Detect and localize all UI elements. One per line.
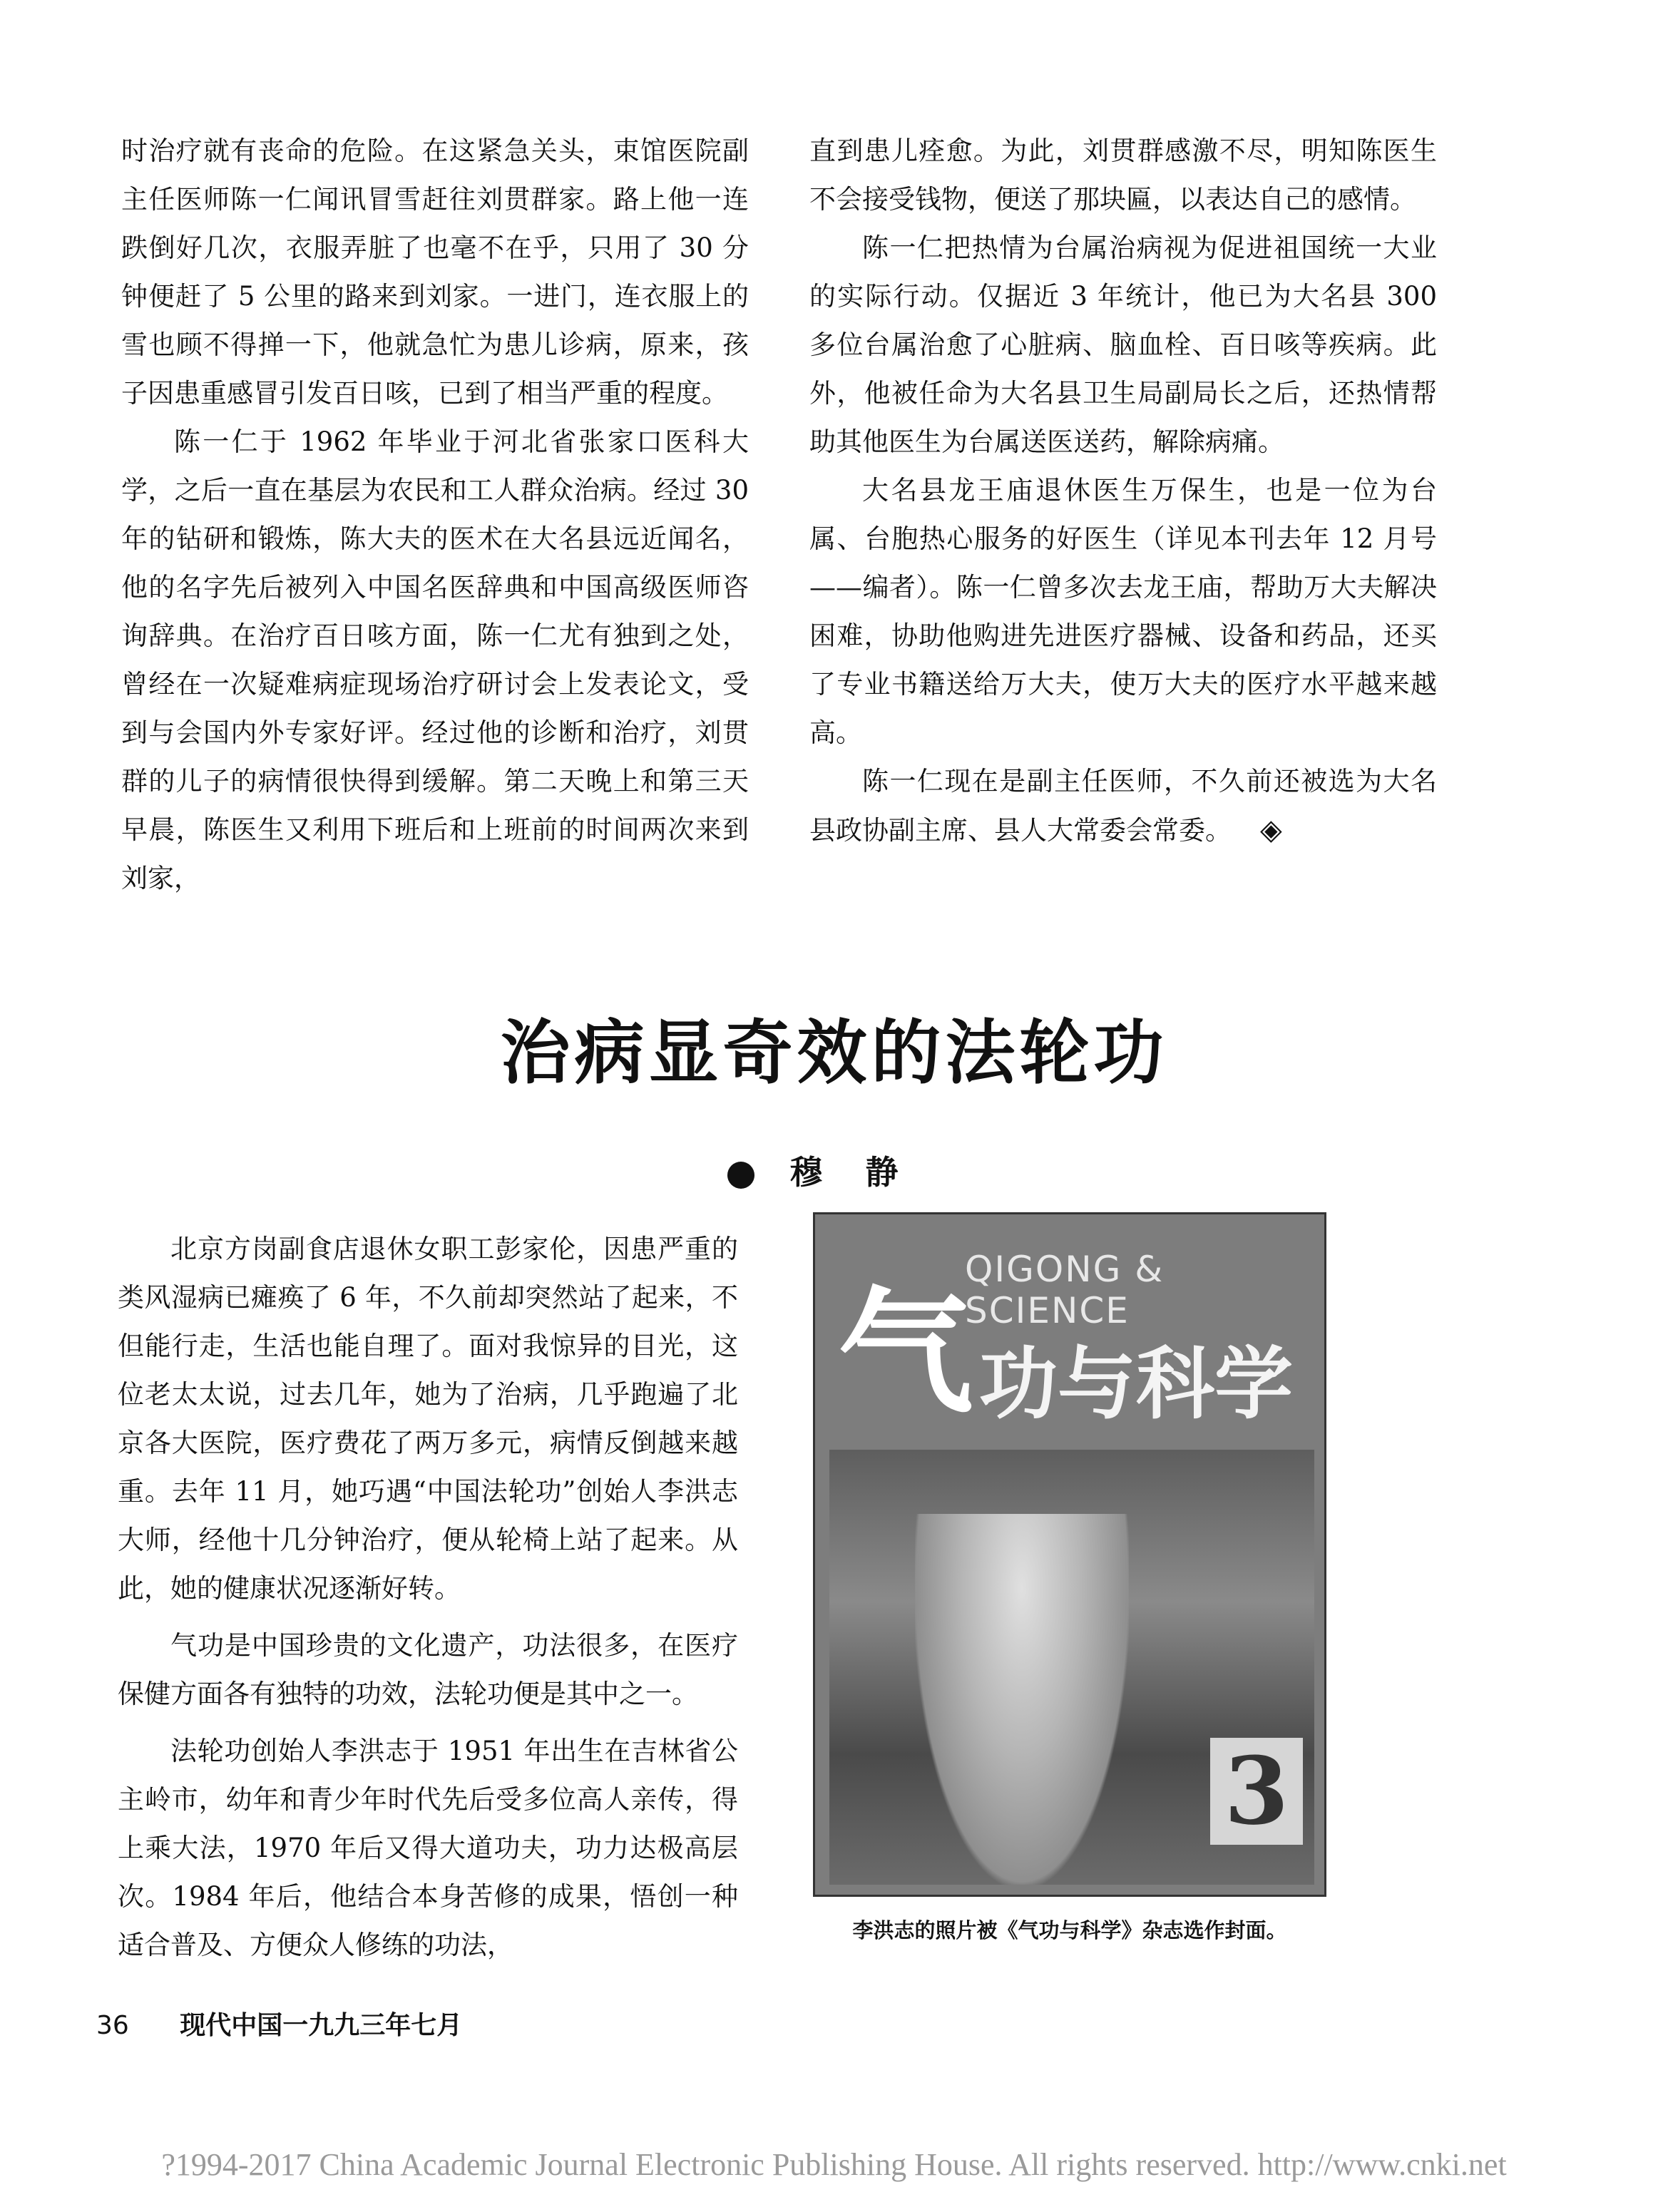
cover-photo-figure <box>915 1514 1129 1885</box>
paragraph-text: 陈一仁现在是副主任医师，不久前还被选为大名县政协副主席、县人大常委会常委。 <box>809 766 1437 846</box>
paragraph: 大名县龙王庙退休医生万保生，也是一位为台属、台胞热心服务的好医生（详见本刊去年 12 月号——编者）。陈一仁曾多次去龙王庙，帮助万大夫解决困难，协助他购进先进医疗器械、设备和药品，还买了专业书籍送给万大夫，使万大夫的医疗水平越来越高。 <box>809 475 1437 748</box>
paragraph: 陈一仁于 1962 年毕业于河北省张家口医科大学，之后一直在基层为农民和工人群众治病。经过 30 年的钻研和锻炼，陈大夫的医术在大名县远近闻名，他的名字先后被列入中国名医辞典和中国高级医师咨询辞典。在治疗百日咳方面，陈一仁尤有独到之处，曾经在一次疑难病症现场治疗研讨会上发表论文，受到与会国内外专家好评。经过他的诊断和治疗，刘贯群的儿子的病情很快得到缓解。第二天晚上和第三天早晨，陈医生又利用下班后和上班前的时间两次来到刘家， <box>121 426 749 893</box>
page-footer <box>96 2005 462 2042</box>
paragraph: 气功是中国珍贵的文化遗产，功法很多，在医疗保健方面各有独特的功效，法轮功便是其中之一。 <box>118 1630 738 1709</box>
copyright-notice: ?1994-2017 China Academic Journal Electronic Publishing House. All rights reserved. http://www.cnki.net <box>161 2147 1507 2182</box>
page-number: 36 <box>96 2011 129 2040</box>
paragraph: 法轮功创始人李洪志于 1951 年出生在吉林省公主岭市，幼年和青少年时代先后受多位高人亲传，得上乘大法，1970 年后又得大道功夫，功力达极高层次。1984 年后，他结合本身苦修的成果，悟创一种适合普及、方便众人修练的功法， <box>118 1736 738 1960</box>
article-title: 治病显奇效的法轮功 <box>500 1013 1168 1094</box>
paragraph: 北京方岗副食店退休女职工彭家伦，因患严重的类风湿病已瘫痪了 6 年，不久前却突然站了起来，不但能行走，生活也能自理了。面对我惊异的目光，这位老太太说，过去几年，她为了治病，几乎跑遍了北京各大医院，医疗费花了两万多元，病情反倒越来越重。去年 11 月，她巧遇“中国法轮功”创始人李洪志大师，经他十几分钟治疗，便从轮椅上站了起来。从此，她的健康状况逐渐好转。 <box>118 1234 738 1604</box>
byline <box>0 1147 1668 1194</box>
end-mark-icon: ◈ <box>1260 814 1282 846</box>
paragraph: 陈一仁把热情为台属治病视为促进祖国统一大业的实际行动。仅据近 3 年统计，他已为大名县 300 多位台属治愈了心脏病、脑血栓、百日咳等疾病。此外，他被任命为大名县卫生局副局长之后，还热情帮助其他医生为台属送医送药，解除病痛。 <box>809 232 1437 457</box>
author-name: 穆静 <box>789 1153 941 1192</box>
article-body-column <box>118 1225 738 1978</box>
magazine-cover-image <box>813 1212 1326 1897</box>
top-left-column <box>121 127 749 903</box>
paragraph: 直到患儿痊愈。为此，刘贯群感激不尽，明知陈医生不会接受钱物，便送了那块匾，以表达自己的感情。 <box>809 135 1437 215</box>
top-right-column <box>809 127 1437 855</box>
cover-qi-character: 气 <box>838 1274 974 1432</box>
paragraph: 时治疗就有丧命的危险。在这紧急关头，束馆医院副主任医师陈一仁闻讯冒雪赶往刘贯群家。路上他一连跌倒好几次，衣服弄脏了也毫不在乎，只用了 30 分钟便赶了 5 公里的路来到刘家。一进门，连衣服上的雪也顾不得掸一下，他就急忙为患儿诊病，原来，孩子因患重感冒引发百日咳，已到了相当严重的程度。 <box>121 135 749 409</box>
photo-caption: 李洪志的照片被《气功与科学》杂志选作封面。 <box>852 1918 1287 1942</box>
cover-chinese-title: 功与科学 <box>979 1338 1293 1430</box>
paragraph-last <box>809 757 1437 855</box>
publication-info: 现代中国一九九三年七月 <box>180 2011 463 2040</box>
cover-english-title: QIGONG & SCIENCE <box>965 1249 1165 1331</box>
cover-issue-number: 3 <box>1210 1738 1303 1845</box>
bullet-dot-icon <box>727 1162 754 1189</box>
